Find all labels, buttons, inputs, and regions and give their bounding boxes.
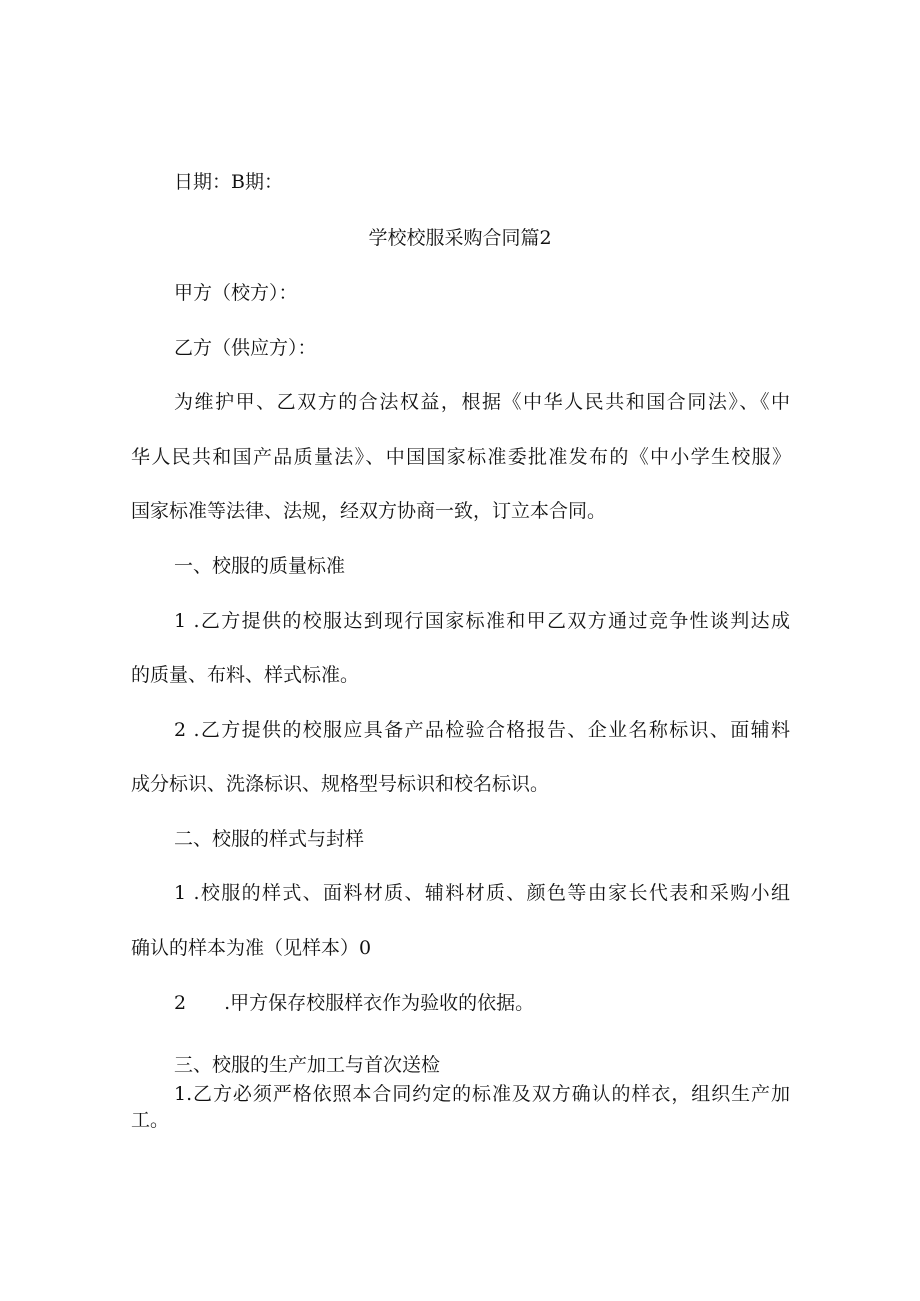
section-2-item-2-line-1: 2 .甲方保存校服样衣作为验收的依据。 — [174, 992, 535, 1014]
section-heading-3: 三、校服的生产加工与首次送检 — [174, 1054, 441, 1076]
section-1-item-1-line-2: 的质量、布料、样式标准。 — [131, 664, 360, 686]
preamble-line-2: 华人民共和国产品质量法》、中国国家标准委批准发布的《中小学生校服》 — [131, 446, 791, 468]
section-1-item-1-line-1: 1 .乙方提供的校服达到现行国家标准和甲乙双方通过竞争性谈判达成 — [174, 610, 790, 632]
section-2-item-1-line-1: 1 .校服的样式、面料材质、辅料材质、颜色等由家长代表和采购小组 — [174, 882, 790, 904]
document-title: 学校校服采购合同篇2 — [368, 227, 552, 249]
party-b-line: 乙方（供应方）： — [174, 337, 317, 359]
date-line: 日期：B期： — [174, 171, 283, 193]
section-1-item-2-line-1: 2 .乙方提供的校服应具备产品检验合格报告、企业名称标识、面辅料 — [174, 719, 790, 741]
section-3-item-1-line-2: 工。 — [131, 1109, 170, 1131]
section-2-item-1-line-2: 确认的样本为准（见样本）0 — [131, 937, 372, 959]
party-a-line: 甲方（校方）： — [174, 282, 298, 304]
preamble-line-1: 为维护甲、乙双方的合法权益，根据《中华人民共和国合同法》、《中 — [174, 391, 790, 413]
section-heading-1: 一、校服的质量标准 — [174, 555, 346, 577]
preamble-line-3: 国家标准等法律、法规，经双方协商一致，订立本合同。 — [131, 500, 607, 522]
section-3-item-1-line-1: 1.乙方必须严格依照本合同约定的标准及双方确认的样衣，组织生产加 — [174, 1083, 790, 1105]
section-1-item-2-line-2: 成分标识、洗涤标识、规格型号标识和校名标识。 — [131, 773, 550, 795]
section-heading-2: 二、校服的样式与封样 — [174, 828, 365, 850]
